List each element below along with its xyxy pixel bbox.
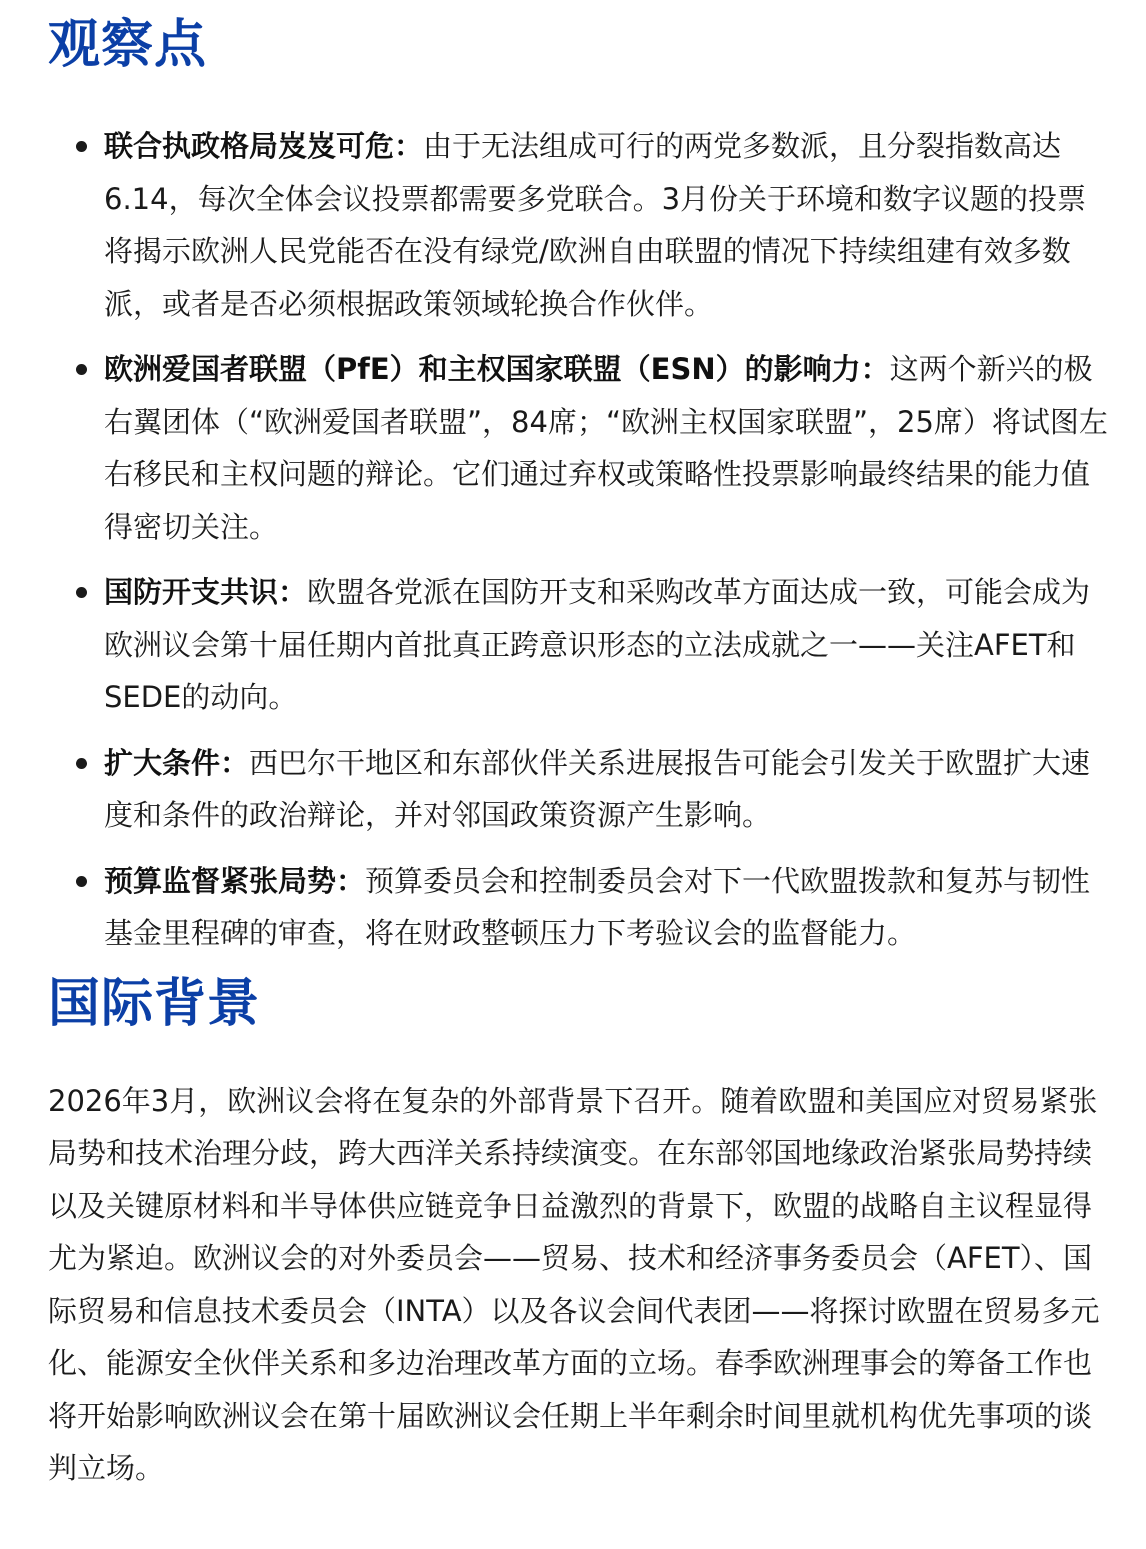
list-item [48,343,1112,553]
international-paragraph: 2026年3月，欧洲议会将在复杂的外部背景下召开。随着欧盟和美国应对贸易紧张局势和技术治理分歧，跨大西洋关系持续演变。在东部邻国地缘政治紧张局势持续以及关键原材料和半导体供应链竞争日益激烈的背景下，欧盟的战略自主议程显得尤为紧迫。欧洲议会的对外委员会——贸易、技术和经济事务委员会（AFET）、国际贸易和信息技术委员会（INTA）以及各议会间代表团——将探讨欧盟在贸易多元化、能源安全伙伴关系和多边治理改革方面的立场。春季欧洲理事会的筹备工作也将开始影响欧洲议会在第十届欧洲议会任期上半年剩余时间里就机构优先事项的谈判立场。 [48,1083,1100,1485]
item-text: 欧盟各党派在国防开支和采购改革方面达成一致，可能会成为欧洲议会第十届任期内首批真正跨意识形态的立法成就之一——关注AFET和SEDE的动向。 [104,575,1091,714]
observation-list [48,120,1112,960]
list-item [48,855,1112,960]
list-item [48,566,1112,724]
item-text: 预算委员会和控制委员会对下一代欧盟拨款和复苏与韧性基金里程碑的审查，将在财政整顿压力下考验议会的监督能力。 [104,863,1091,950]
item-text: 西巴尔干地区和东部伙伴关系进展报告可能会引发关于欧盟扩大速度和条件的政治辩论，并对邻国政策资源产生影响。 [104,745,1091,832]
bullet-icon [76,364,87,375]
bullet-icon [76,758,87,769]
section-heading-international: 国际背景 [48,973,261,1034]
list-item [48,120,1112,330]
item-label: 预算监督紧张局势： [104,863,366,898]
item-text: 由于无法组成可行的两党多数派，且分裂指数高达6.14，每次全体会议投票都需要多党联合。3月份关于环境和数字议题的投票将揭示欧洲人民党能否在没有绿党/欧洲自由联盟的情况下持续组建有效多数派，或者是否必须根据政策领域轮换合作伙伴。 [104,129,1087,321]
section-heading-observation: 观察点 [48,15,208,75]
item-text: 这两个新兴的极右翼团体（“欧洲爱国者联盟”，84席；“欧洲主权国家联盟”，25席）将试图左右移民和主权问题的辩论。它们通过弃权或策略性投票影响最终结果的能力值得密切关注。 [104,352,1108,544]
bullet-icon [76,876,87,887]
item-label: 国防开支共识： [104,575,308,609]
list-item [48,737,1112,842]
bullet-icon [76,587,87,598]
bullet-icon [76,141,87,152]
item-label: 扩大条件： [104,745,250,780]
item-label: 联合执政格局岌岌可危： [104,129,424,163]
item-label: 欧洲爱国者联盟（PfE）和主权国家联盟（ESN）的影响力： [104,352,890,386]
